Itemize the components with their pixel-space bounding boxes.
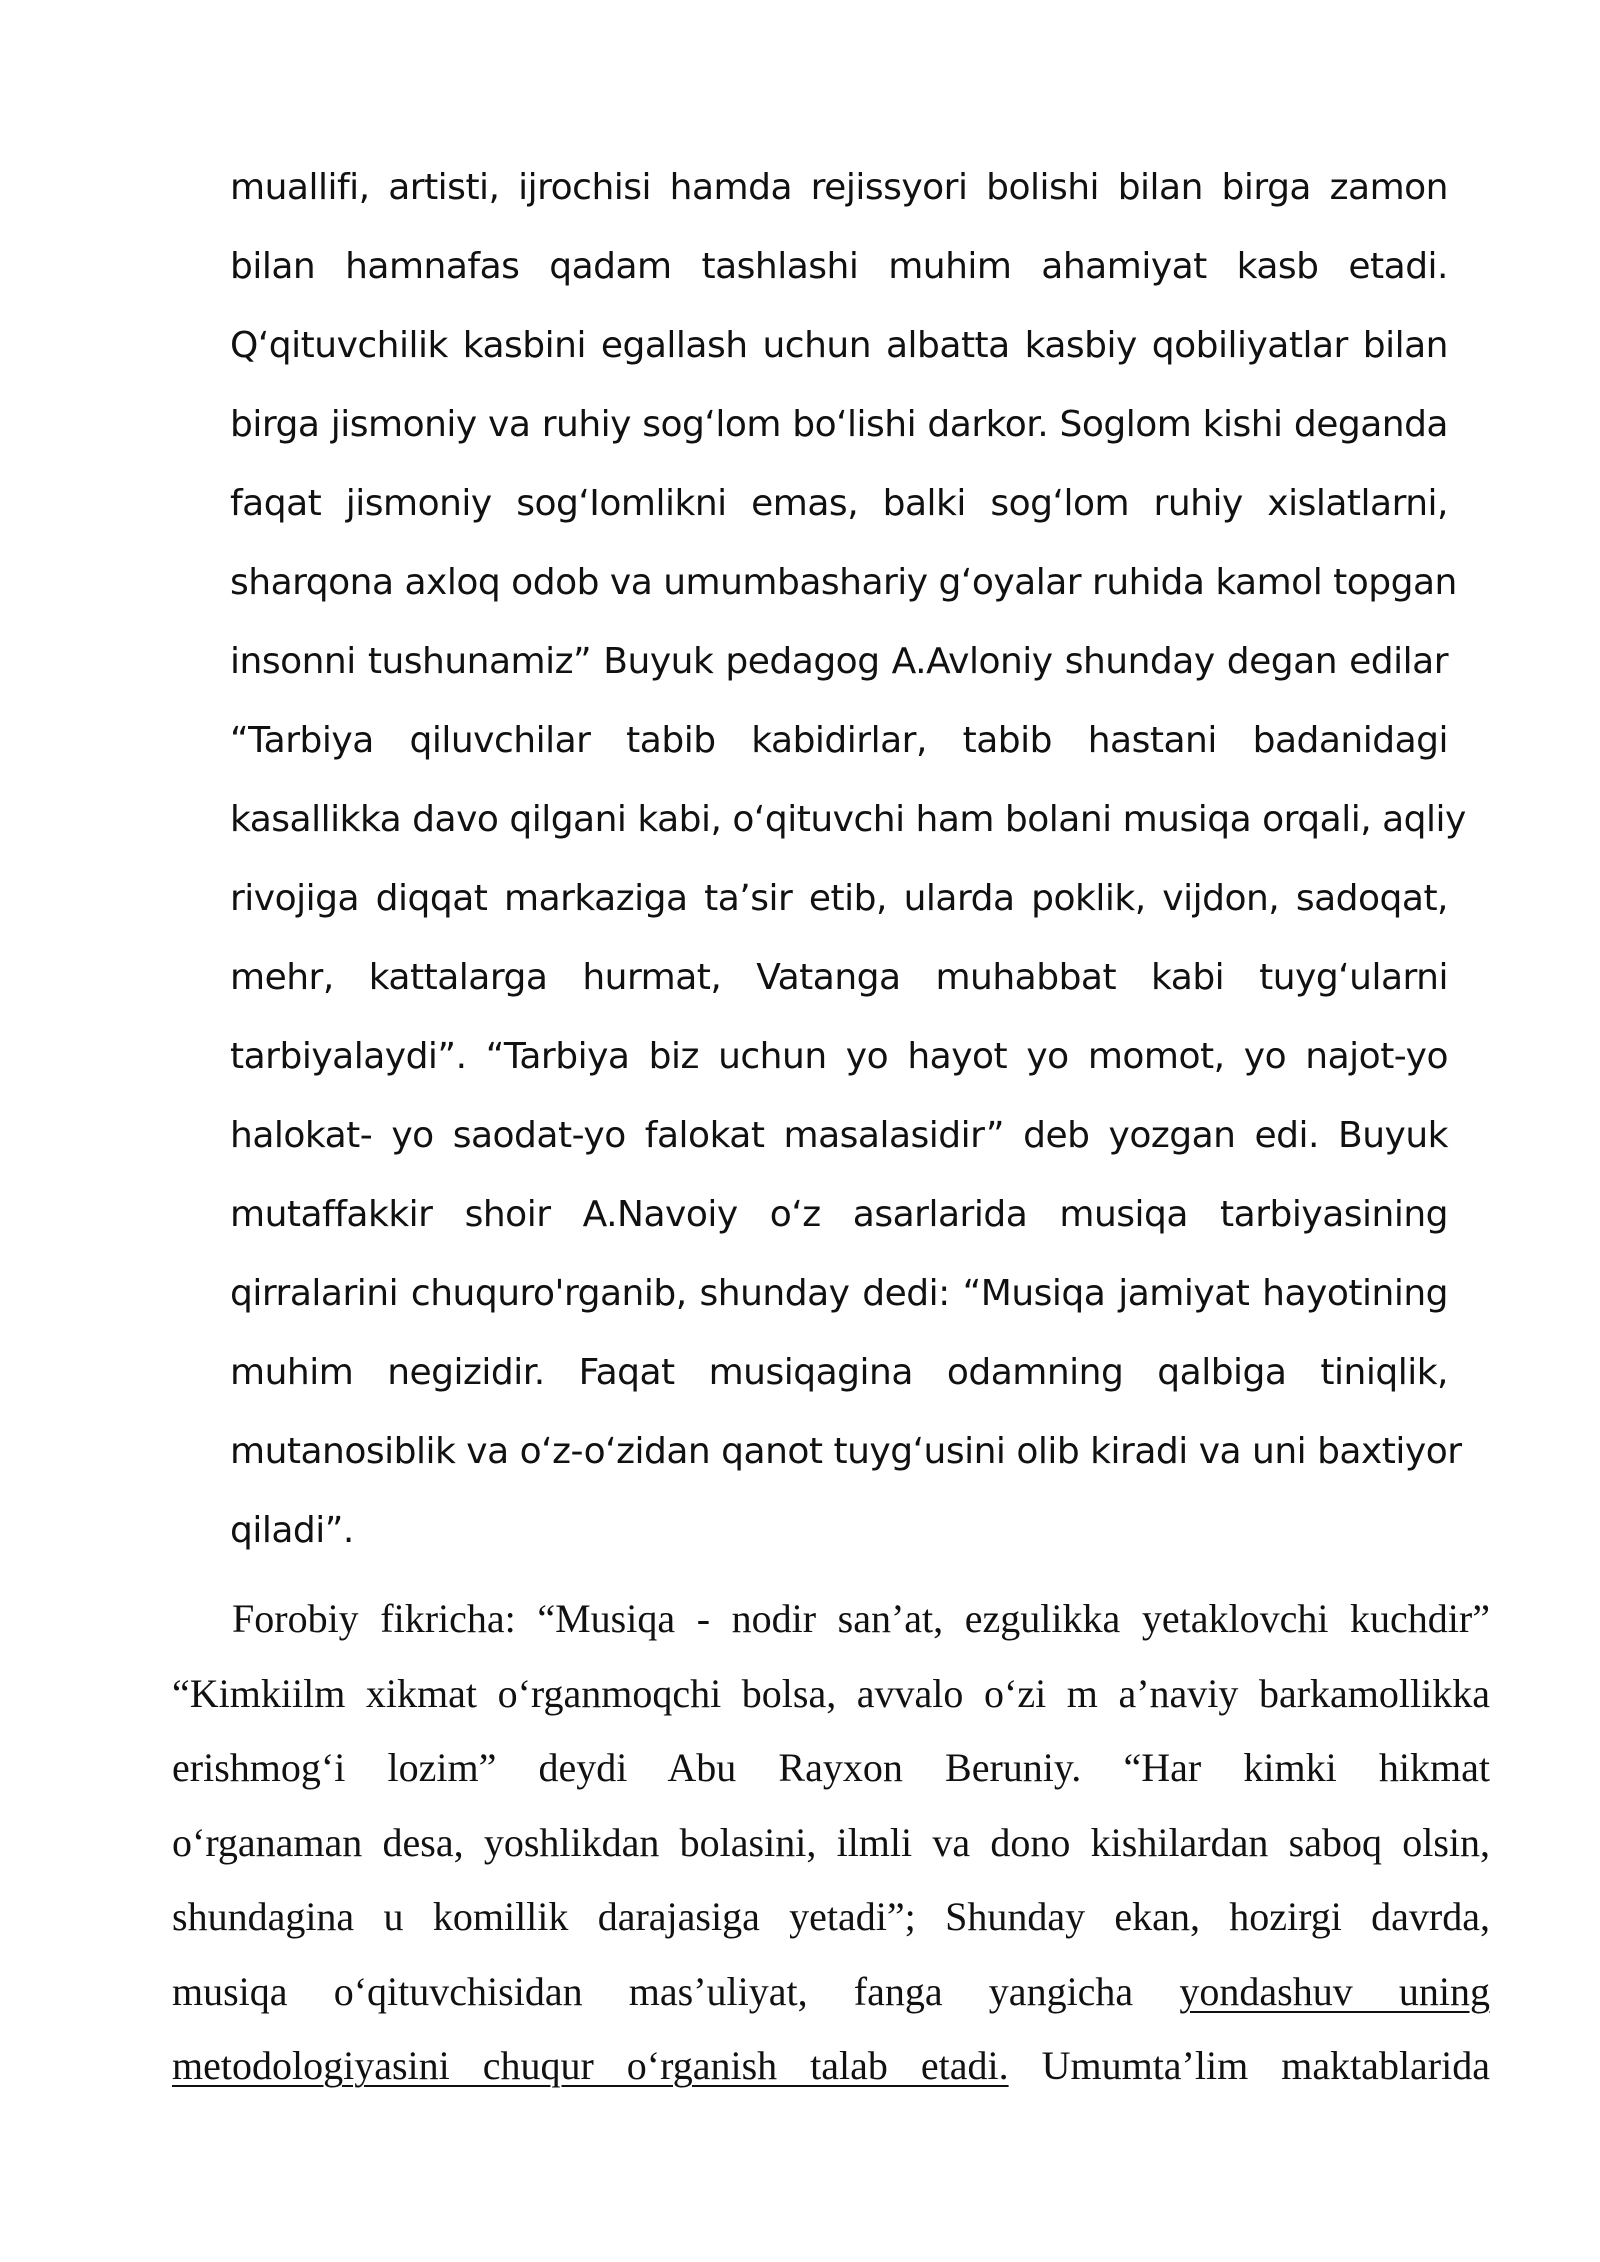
text-line: insonni tushunamiz” Buyuk pedagog A.Avloniy shunday degan edilar xyxy=(230,641,1448,682)
text-line: rivojiga diqqat markaziga ta’sir etib, ularda poklik, vijdon, sadoqat, xyxy=(230,878,1448,919)
text-line: Forobiy fikricha: “Musiqa - nodir san’at, ezgulikka yetaklovchi kuchdir” xyxy=(232,1596,1490,1641)
underlined-text: metodologiyasini chuqur o‘rganish talab etadi. xyxy=(172,2043,1009,2088)
text-line: tarbiyalaydi”. “Tarbiya biz uchun yo hayot yo momot, yo najot-yo xyxy=(230,1036,1448,1077)
text-line: mehr, kattalarga hurmat, Vatanga muhabbat kabi tuyg‘ularni xyxy=(230,957,1448,998)
text-line: sharqona axloq odob va umumbashariy g‘oyalar ruhida kamol topgan xyxy=(230,562,1457,603)
sans-paragraph xyxy=(230,148,1466,1570)
text-line: “Tarbiya qiluvchilar tabib kabidirlar, tabib hastani badanidagi xyxy=(230,720,1448,761)
text-line: halokat- yo saodat-yo falokat masalasidir” deb yozgan edi. Buyuk xyxy=(230,1115,1448,1156)
text-line: muallifi, artisti, ijrochisi hamda rejissyori bolishi bilan birga zamon xyxy=(230,167,1448,208)
serif-paragraph xyxy=(172,1582,1490,2104)
text-line: bilan hamnafas qadam tashlashi muhim ahamiyat kasb etadi. xyxy=(230,246,1448,287)
text-line xyxy=(172,2029,1490,2104)
text-line: kasallikka davo qilgani kabi, o‘qituvchi ham bolani musiqa orqali, aqliy xyxy=(230,799,1466,840)
text-line: shundagina u komillik darajasiga yetadi”; Shunday ekan, hozirgi davrda, xyxy=(172,1894,1490,1939)
text-line xyxy=(172,1955,1490,2030)
text-segment: Umumta’lim maktablarida xyxy=(1008,2043,1490,2088)
text-line: faqat jismoniy sog‘Iomlikni emas, balki sog‘lom ruhiy xislatlarni, xyxy=(230,483,1448,524)
text-line: o‘rganaman desa, yoshlikdan bolasini, ilmli va dono kishilardan saboq olsin, xyxy=(172,1819,1490,1865)
underlined-text: yondashuv uning xyxy=(1179,1968,1490,2014)
text-line: Q‘qituvchilik kasbini egallash uchun albatta kasbiy qobiliyatlar bilan xyxy=(230,325,1448,366)
text-line: mutaffakkir shoir A.Navoiy o‘z asarlarida musiqa tarbiyasining xyxy=(230,1194,1448,1235)
text-line: qiladi”. xyxy=(230,1510,354,1551)
text-line: “Kimkiilm xikmat o‘rganmoqchi bolsa, avvalo o‘zi m a’naviy barkamollikka xyxy=(172,1670,1490,1716)
text-line: muhim negizidir. Faqat musiqagina odamning qalbiga tiniqlik, xyxy=(230,1352,1448,1393)
text-line: birga jismoniy va ruhiy sog‘lom bo‘lishi darkor. Soglom kishi deganda xyxy=(230,404,1448,445)
text-line: qirralarini chuquro'rganib, shunday dedi: “Musiqa jamiyat hayotining xyxy=(230,1273,1448,1314)
text-line: erishmog‘i lozim” deydi Abu Rayxon Beruniy. “Har kimki hikmat xyxy=(172,1745,1490,1790)
text-segment: musiqa o‘qituvchisidan mas’uliyat, fanga yangicha xyxy=(172,1968,1180,2014)
text-line: mutanosiblik va o‘z-o‘zidan qanot tuyg‘usini olib kiradi va uni baxtiyor xyxy=(230,1431,1462,1472)
